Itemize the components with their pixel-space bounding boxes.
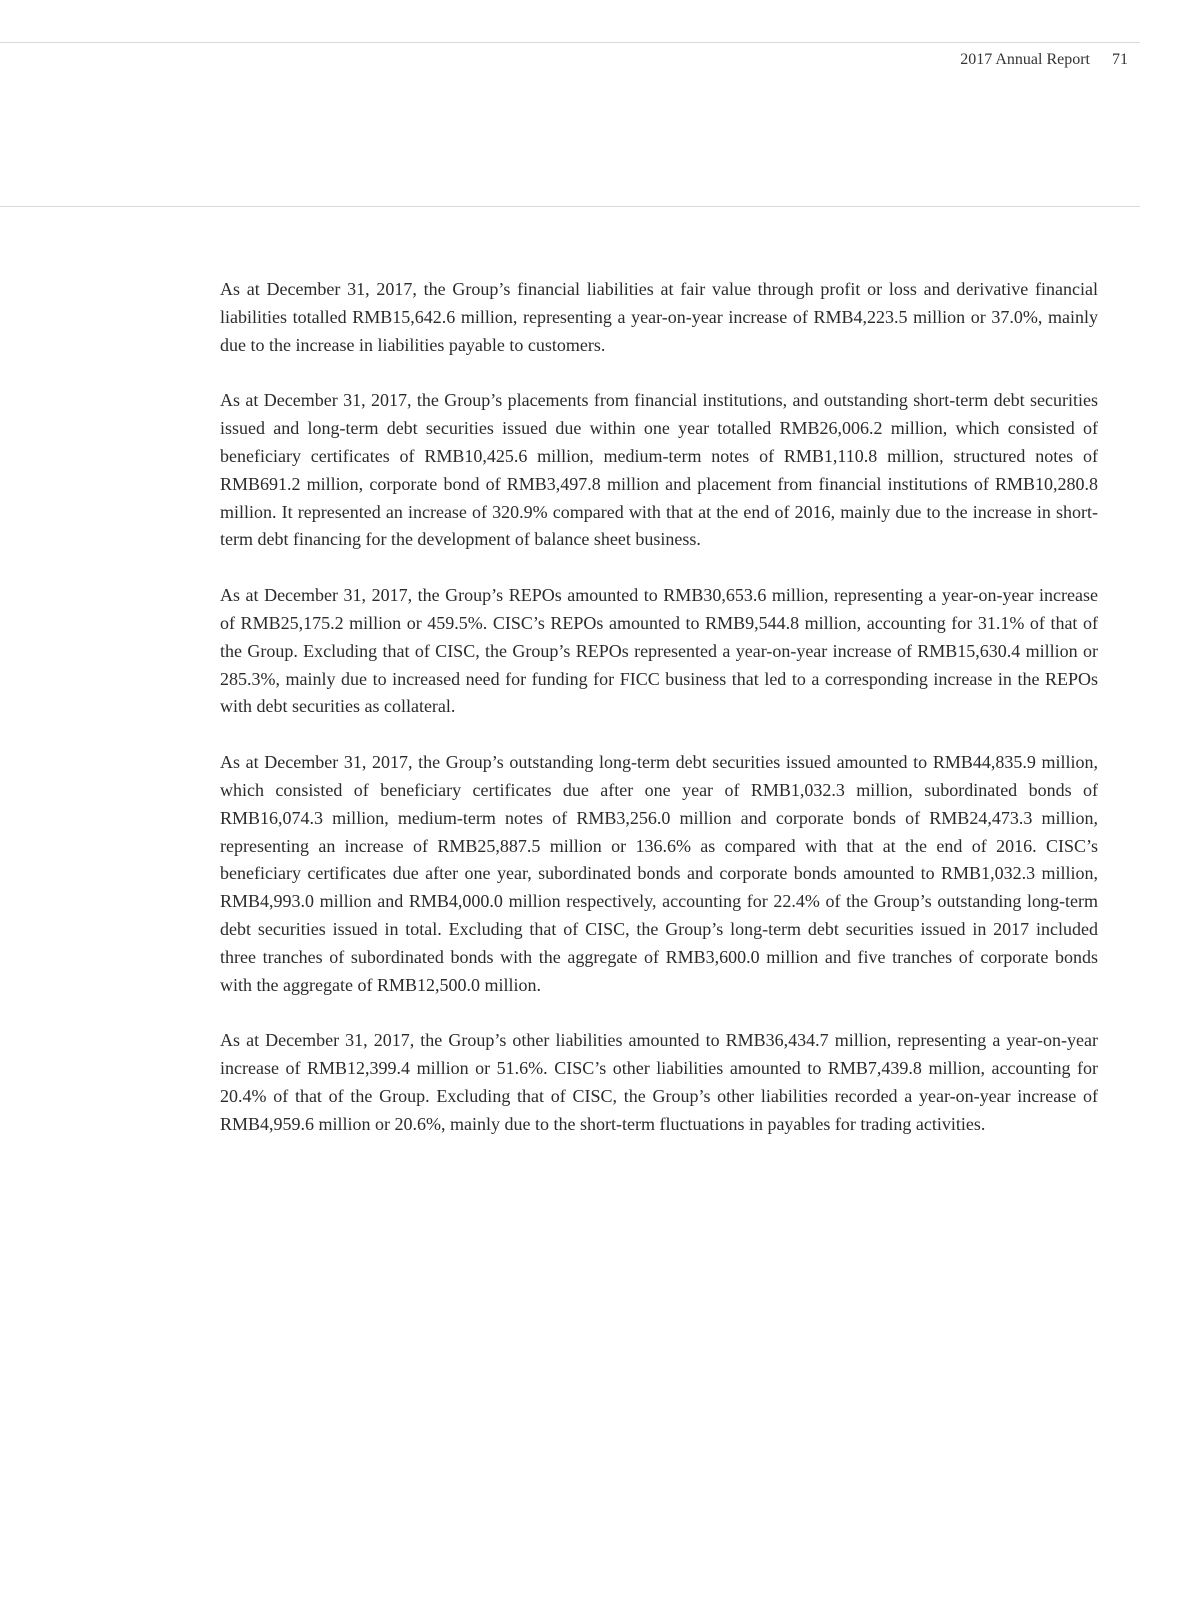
section-divider-rule xyxy=(0,206,1140,207)
page-number: 71 xyxy=(1112,51,1128,68)
paragraph-long-term-debt: As at December 31, 2017, the Group’s outstanding long-term debt securities issued amounted to RMB44,835.9 million, which consisted of beneficiary certificates due after one year of RMB1,032.3 million, subordinated bonds of RMB16,074.3 million, medium-term notes of RMB3,256.0 million and corporate bonds of RMB24,473.3 million, representing an increase of RMB25,887.5 million or 136.6% as compared with that at the end of 2016. CISC’s beneficiary certificates due after one year, subordinated bonds and corporate bonds amounted to RMB1,032.3 million, RMB4,993.0 million and RMB4,000.0 million respectively, accounting for 22.4% of the Group’s outstanding long-term debt securities issued in total. Excluding that of CISC, the Group’s long-term debt securities issued in 2017 included three tranches of subordinated bonds with the aggregate of RMB3,600.0 million and five tranches of corporate bonds with the aggregate of RMB12,500.0 million. xyxy=(220,752,1098,995)
header-top-rule xyxy=(0,42,1140,43)
body-text xyxy=(220,276,1098,1167)
paragraph-other-liabilities: As at December 31, 2017, the Group’s other liabilities amounted to RMB36,434.7 million, representing a year-on-year increase of RMB12,399.4 million or 51.6%. CISC’s other liabilities amounted to RMB7,439.8 million, accounting for 20.4% of that of the Group. Excluding that of CISC, the Group’s other liabilities recorded a year-on-year increase of RMB4,959.6 million or 20.6%, mainly due to the short-term fluctuations in payables for trading activities. xyxy=(220,1030,1098,1134)
paragraph-financial-liabilities: As at December 31, 2017, the Group’s financial liabilities at fair value through profit or loss and derivative financial liabilities totalled RMB15,642.6 million, representing a year-on-year increase of RMB4,223.5 million or 37.0%, mainly due to the increase in liabilities payable to customers. xyxy=(220,279,1098,355)
report-title: 2017 Annual Report xyxy=(960,51,1090,68)
paragraph-placements-short-term-debt: As at December 31, 2017, the Group’s placements from financial institutions, and outstanding short-term debt securities issued and long-term debt securities issued due within one year totalled RMB26,006.2 million, which consisted of beneficiary certificates of RMB10,425.6 million, medium-term notes of RMB1,110.8 million, structured notes of RMB691.2 million, corporate bond of RMB3,497.8 million and placement from financial institutions of RMB10,280.8 million. It represented an increase of 320.9% compared with that at the end of 2016, mainly due to the increase in short-term debt financing for the development of balance sheet business. xyxy=(220,390,1098,550)
running-header xyxy=(960,51,1128,69)
paragraph-repos: As at December 31, 2017, the Group’s REPOs amounted to RMB30,653.6 million, representing a year-on-year increase of RMB25,175.2 million or 459.5%. CISC’s REPOs amounted to RMB9,544.8 million, accounting for 31.1% of that of the Group. Excluding that of CISC, the Group’s REPOs represented a year-on-year increase of RMB15,630.4 million or 285.3%, mainly due to increased need for funding for FICC business that led to a corresponding increase in the REPOs with debt securities as collateral. xyxy=(220,585,1098,717)
